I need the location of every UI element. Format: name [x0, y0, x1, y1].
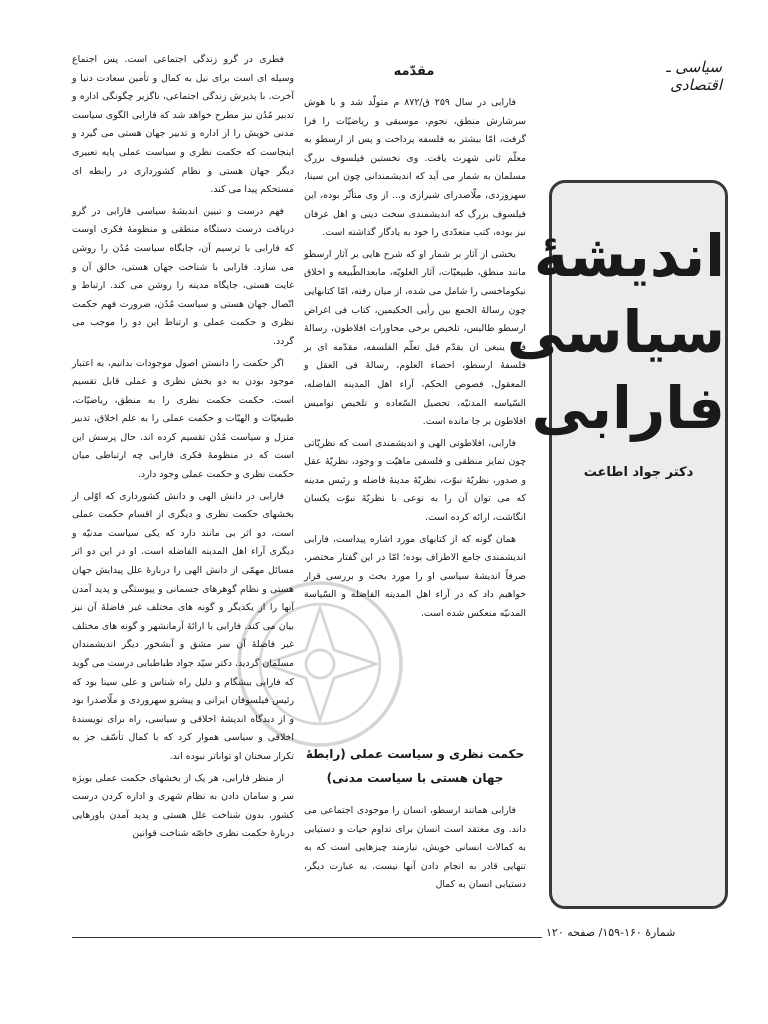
- left-paragraph: فهم درست و تبیین اندیشهٔ سیاسی فارابی در گرو دریافت درست دستگاه منطقی و منظومهٔ فکری اوست که فارابی با ترسیم آن، جایگاه سیاست مُدُن را روشن می سازد. فارابی با شناخت جهان هستی، خالق آن و غایت هستی، جایگاه مدینه را روشن می کند. ارتباط و اتّصال جهان هستی و سیاست مُدُن، ضرورت فهم حکمت نظری و حکمت عملی و ارتباط این دو را موجب می گردد.: [72, 205, 294, 347]
- left-paragraph: فطری در گرو زندگی اجتماعی است. پس اجتماع وسیله ای است برای نیل به کمال و تأمین سعادت دنیا و آخرت. با پذیرش زندگی اجتماعی، ناگزیر چگونگی اداره و تدبیر مُدُن نیز مطرح خواهد شد که فارابی الگوی سیاست مدنی خویش را از اداره و تدبیر جهان هستی می گیرد و اینجاست که حکمت نظری و سیاست عملی پایه تعبیری دیگر جهان هستی و نظام کشورداری در رابطه ای مستحکم پیدا می کند.: [72, 54, 294, 196]
- article-title-line: سیاسی: [506, 298, 725, 366]
- left-paragraph: فارابی در دانش الهی و دانش کشورداری که اوّلی از بخشهای حکمت نظری و دیگری از اقسام حکمت عملی است، دو اثر بی مانند دارد که یکی سیاست مدنیّه و دیگری آراء اهل المدینه الفاضله است. او در این دو اثر مسائل مهمّی از دانش الهی را دربارهٔ علل پیدایش جهان هستی و نظام گوهرهای جسمانی و پیوستگی و پدید آمدن آنها را از یکدیگر و گونه های مختلف غیر فاضلهٔ آن نیز بیان می کند. فارابی با ارائهٔ آرمانشهر و گونه های مختلف غیر فاضلهٔ آن سر مشق و آبشخور دیگر اندیشمندان مسلمان گردید. دکتر سیّد جواد طباطبایی درست می گوید که فارابی بیشگام و دلیل راه شناس و علی سینا بود که رئیس فیلسوفان ایرانی و پیشرو سهروردی و ملّاصدرا بود و از دیدگاه اندیشهٔ اخلاقی و سیاسی، راه برای نویسندهٔ اخلاقی و سیاسی هموار کرد که با کمال تأسّف جز به تکرار سخنان او تواناتر نبوده اند.: [72, 490, 294, 762]
- left-paragraph: از منظر فارابی، هر یک از بخشهای حکمت عملی بویژه سر و سامان دادن به نظام شهری و اداره کردن درست کشور، بدون شناخت علل هستی و پدید آمدن باورهایی دربارهٔ حکمت نظری خاصّه شناخت قوانین: [72, 772, 294, 840]
- footer-divider: [72, 937, 542, 938]
- intro-paragraph: فارابی در سال ۲۵۹ ق/۸۷۲ م متولّد شد و با هوش سرشارش منطق، نجوم، موسیقی و ریاضیّات را فرا گرفت، امّا بیشتر به فلسفه پرداخت و پس از ارسطو به معلّم ثانی شهرت یافت. وی نخستین فیلسوف بزرگ مسلمان به شمار می آید که اندیشمندانی چون ابن سینا، سهروردی، ملّاصدرای شیرازی و... از وی متأثّر بوده، این فیلسوف بزرگ که اندیشمندی سخت دینی و اهل عرفان نیز بوده، کتب متعدّدی را خود به یادگار گذاشته است.: [304, 97, 526, 239]
- intro-paragraph: بخشی از آثار بر شمار او که شرح هایی بر آثار ارسطو مانند منطق، طبیعیّات، آثار العلویّه، مابعدالطّبیعه و اخلاق نیکوماخسی را شامل می شده، از میان رفته، امّا کتابهایی چون رسالهٔ الجمع بین رأیی الحکیمین، کتاب فی اغراض ارسطو طالیس، تلخیص برخی محاورات افلاطون، رسالهٔ فیما ینبغی ان یقدّم قبل تعلّم الفلسفه، مقدّمه ای بر فلسفهٔ ارسطو، احصاء العلوم، رسالهٔ فی العقل و المعقول، فصوص الحکم، آراء اهل المدینه الفاضله، السّیاسه المدنیّه، تحصیل السّعاده و تلخیص نوامیس افلاطون بر جا مانده است.: [304, 248, 526, 428]
- article-title-line: فارابی: [531, 374, 725, 442]
- issue-page-label: شمارهٔ ۱۶۰-۱۵۹/ صفحه ۱۲۰: [546, 926, 676, 939]
- intro-column: [304, 94, 526, 627]
- section2-paragraph: فارابی همانند ارسطو، انسان را موجودی اجتماعی می داند. وی معتقد است انسان برای تداوم حیات و دستیابی به کمالات انسانی خویش، نیازمند چیزهایی است که به تنهایی قادر به انجام دادن آنها نیست. به عبارت دیگر، دستیابی انسان به کمال: [304, 805, 526, 891]
- left-paragraph: اگر حکمت را دانستن اصول موجودات بدانیم، به اعتبار موجود بودن به دو بخش نظری و عملی قابل تقسیم است. حکمت حکمت نظری را به منطق، ریاضیّات، طبیعیّات و الهیّات و حکمت عملی را به علم اخلاق، تدبیر منزل و سیاست مُدُن تقسیم کرده اند. حال پرسش این است که در منظومهٔ فکری فارابی چه ارتباطی میان حکمت نظری و حکمت عملی وجود دارد.: [72, 357, 294, 481]
- watermark-emblem-icon: [232, 576, 408, 752]
- title-box: [506, 180, 728, 909]
- article-title-line: اندیشهٔ: [533, 222, 725, 290]
- journal-logo: سیاسی ـ اقتصادی: [666, 58, 722, 94]
- article-title: [506, 218, 725, 446]
- section2-heading-line: حکمت نظری و سیاست عملی (رابطهٔ: [305, 747, 525, 761]
- intro-paragraph: فارابی، افلاطونی الهی و اندیشمندی است که نظریّاتی چون تمایز منطقی و فلسفی ماهیّت و وجود، نظریّهٔ عقل و صدور، نظریّهٔ نبوّت، نظریّهٔ مدینهٔ فاضله و رئیس مدینه که می توان آن را به نوعی با نظریّهٔ نبوّت یکسان انگاشت، ارائه کرده است.: [304, 437, 526, 524]
- section2-column: [304, 802, 526, 898]
- section2-heading-line: جهان هستی با سیاست مدنی): [326, 771, 504, 785]
- intro-heading: مقدّمه: [393, 64, 435, 79]
- author-name: دکتر جواد اطاعت: [583, 465, 694, 480]
- intro-paragraph: همان گونه که از کتابهای مورد اشاره پیداست، فارابی اندیشمندی جامع الاطراف بوده؛ امّا در این گفتار مختصر، صرفاً اندیشهٔ سیاسی او را مورد بحث و بررسی قرار خواهیم داد که در آراء اهل المدینه الفاضله و السّیاسة المدنیّه منعکس شده است.: [304, 533, 526, 620]
